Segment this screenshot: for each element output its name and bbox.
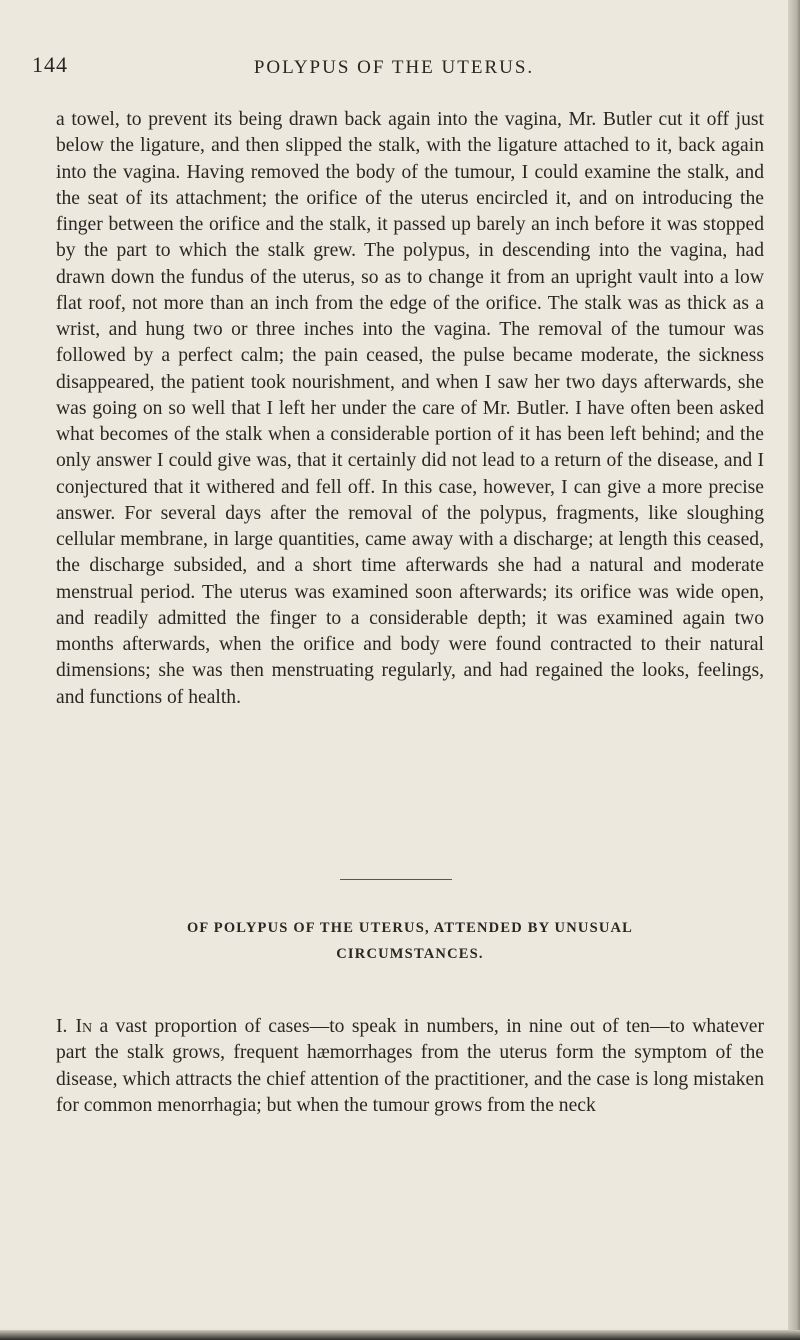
section-heading	[56, 915, 764, 967]
body-paragraph: a towel, to prevent its being drawn back again into the vagina, Mr. Butler cut it off just below the ligature, and then slipped the stalk, with the ligature attached to it, back again into the vagina. Having removed the body of the tumour, I could examine the stalk, and the seat of its attachment; the orifice of the uterus encircled it, and on introducing the finger between the orifice and the stalk, it passed up barely an inch before it was stopped by the part to which the stalk grew. The polypus, in descending into the vagina, had drawn down the fundus of the uterus, so as to change it from an upright vault into a low flat roof, not more than an inch from the edge of the orifice. The stalk was as thick as a wrist, and hung two or three inches into the vagina. The removal of the tumour was followed by a perfect calm; the pain ceased, the pulse became moderate, the sickness disappeared, the patient took nourishment, and when I saw her two days afterwards, she was going on so well that I left her under the care of Mr. Butler. I have often been asked what becomes of the stalk when a considerable portion of it has been left behind; and the only answer I could give was, that it certainly did not lead to a return of the disease, and I conjectured that it withered and fell off. In this case, however, I can give a more precise answer. For several days after the removal of the polypus, fragments, like sloughing cellular membrane, in large quantities, came away with a discharge; at length this ceased, the discharge subsided, and a short time afterwards she had a natural and moderate menstrual period. The uterus was examined soon afterwards; its orifice was wide open, and readily admitted the finger to a considerable depth; it was examined again two months afterwards, when the orifice and body were found contracted to their natural dimensions; she was then menstruating regularly, and had regained the looks, feelings, and functions of health.	[56, 109, 764, 708]
page-number: 144	[32, 52, 68, 77]
page-header	[0, 52, 788, 82]
section-divider	[340, 879, 452, 880]
section-heading-line-2: CIRCUMSTANCES.	[336, 946, 484, 962]
section-paragraph	[56, 1014, 764, 1119]
running-head: POLYPUS OF THE UTERUS.	[253, 57, 535, 78]
page-edge-shadow	[788, 0, 800, 1340]
paragraph-lead-word: In	[75, 1016, 93, 1037]
paragraph-number: I.	[56, 1016, 68, 1037]
page-bottom-shadow	[0, 1330, 800, 1340]
section-heading-line-1: OF POLYPUS OF THE UTERUS, ATTENDED BY UNUSUAL	[186, 920, 634, 936]
section-paragraph-text: a vast proportion of cases—to speak in numbers, in nine out of ten—to whatever part the stalk grows, frequent hæmorrhages from the uterus form the symptom of the disease, which attracts the chief attention of the practitioner, and the case is long mistaken for common menorrhagia; but when the tumour grows from the neck	[56, 1016, 764, 1116]
